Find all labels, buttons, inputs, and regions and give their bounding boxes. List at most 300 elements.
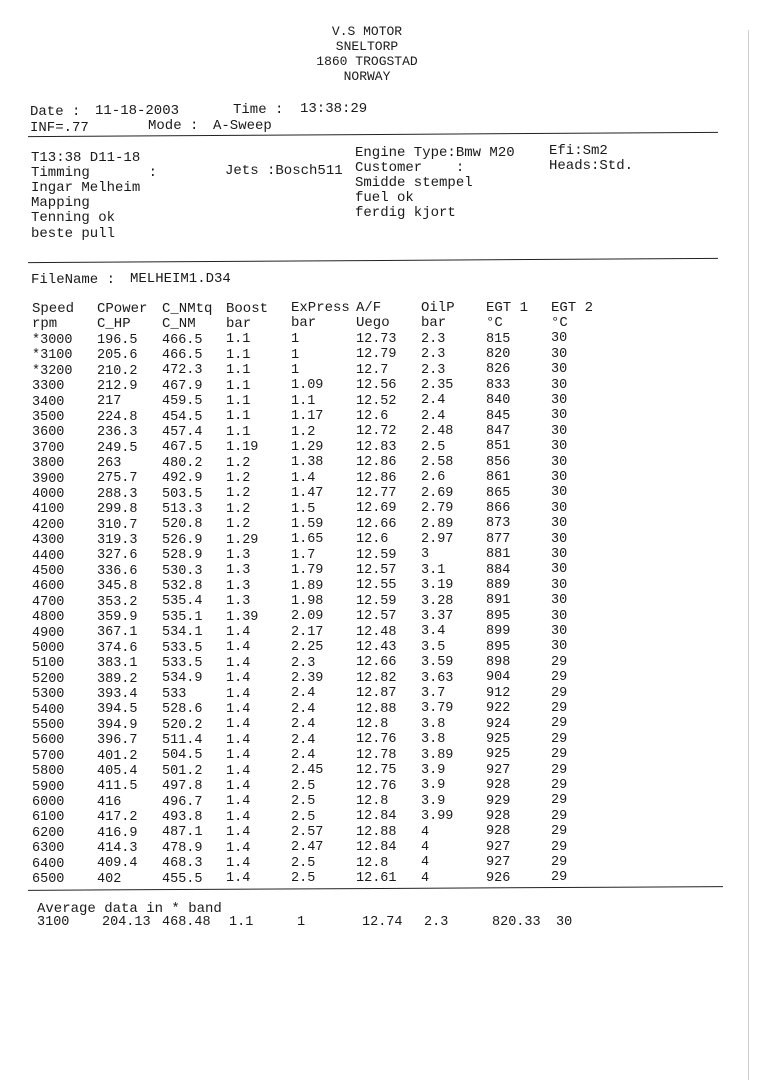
cell-af: 12.57 <box>356 609 397 625</box>
cell-c-nmtq: 496.7 <box>162 794 203 810</box>
cell-boost: 1.4 <box>226 779 251 794</box>
cell-c-nmtq: 535.1 <box>162 609 203 625</box>
cell-boost: 1.1 <box>226 363 251 379</box>
cell-oilp: 2.35 <box>421 378 454 393</box>
cell-express: 2.5 <box>291 855 316 871</box>
cell-express: 1.59 <box>291 517 324 532</box>
cell-egt2: 30 <box>551 593 568 609</box>
cell-cpower: 416 <box>97 794 122 810</box>
cell-egt2: 29 <box>551 855 568 870</box>
divider-rule <box>28 132 718 137</box>
cell-cpower: 210.2 <box>97 363 138 379</box>
cell-egt2: 30 <box>551 608 568 624</box>
cell-express: 1.5 <box>291 501 316 517</box>
cell-boost: 1.1 <box>226 347 251 363</box>
cell-express: 2.45 <box>291 763 324 779</box>
cell-cpower: 394.5 <box>97 702 138 718</box>
cell-c-nmtq: 466.5 <box>162 348 203 363</box>
date-value: 11-18-2003 <box>95 103 180 119</box>
cell-egt1: 925 <box>486 747 511 763</box>
cell-cpower: 416.9 <box>97 825 138 841</box>
cell-express: 2.09 <box>291 609 324 625</box>
cell-egt1: 881 <box>486 547 511 563</box>
cell-speed: 3900 <box>32 471 65 487</box>
cell-c-nmtq: 534.9 <box>162 671 203 687</box>
cell-boost: 1.4 <box>226 840 251 856</box>
time-label: Time : <box>233 102 284 118</box>
cell-boost: 1.4 <box>226 732 251 748</box>
cell-express: 2.5 <box>291 871 316 887</box>
cell-egt1: 833 <box>486 377 511 393</box>
cell-egt2: 29 <box>551 839 568 855</box>
cell-boost: 1.29 <box>226 532 259 548</box>
cell-speed: 5800 <box>32 764 65 780</box>
cell-cpower: 319.3 <box>97 533 138 548</box>
cell-af: 12.82 <box>356 670 397 686</box>
cell-egt1: 877 <box>486 531 511 547</box>
cell-c-nmtq: 530.3 <box>162 563 203 579</box>
cell-speed: 6300 <box>32 841 65 857</box>
cell-cpower: 411.5 <box>97 779 138 795</box>
cell-speed: *3200 <box>32 363 73 379</box>
cell-egt2: 29 <box>551 808 568 824</box>
cell-c-nmtq: 533.5 <box>162 656 203 671</box>
cell-oilp: 3.9 <box>421 763 446 778</box>
cell-boost: 1.3 <box>226 563 251 579</box>
note-2: fuel ok <box>355 190 414 206</box>
cell-af: 12.84 <box>356 809 397 825</box>
cell-egt1: 904 <box>486 670 511 686</box>
cell-c-nmtq: 526.9 <box>162 532 203 548</box>
cell-express: 1 <box>291 363 300 378</box>
cell-speed: 3400 <box>32 394 65 410</box>
cell-cpower: 327.6 <box>97 548 138 564</box>
header-egt2-unit: °C <box>551 314 568 331</box>
cell-af: 12.6 <box>356 532 389 548</box>
cell-oilp: 2.79 <box>421 501 454 517</box>
average-egt2: 30 <box>556 915 573 930</box>
cell-express: 1.79 <box>291 563 324 579</box>
average-label: Average data in * band <box>37 901 222 917</box>
cell-c-nmtq: 468.3 <box>162 856 203 872</box>
divider-rule <box>28 258 718 263</box>
company-name: V.S MOTOR <box>331 24 403 39</box>
heads-value: Heads:Std. <box>549 158 634 174</box>
cell-boost: 1.4 <box>226 717 251 733</box>
cell-egt2: 30 <box>551 470 568 485</box>
cell-oilp: 2.89 <box>421 516 454 532</box>
cell-cpower: 374.6 <box>97 640 138 656</box>
cell-c-nmtq: 487.1 <box>162 825 203 841</box>
cell-speed: 6200 <box>32 825 65 841</box>
header-oilp: OilP <box>421 300 455 317</box>
info-line-5: Tenning ok <box>31 210 116 226</box>
cell-cpower: 396.7 <box>97 733 138 749</box>
cell-c-nmtq: 493.8 <box>162 810 203 825</box>
cell-express: 2.57 <box>291 825 324 840</box>
cell-speed: 4800 <box>32 610 65 626</box>
cell-oilp: 4 <box>421 840 430 855</box>
cell-af: 12.66 <box>356 655 397 671</box>
cell-c-nmtq: 467.9 <box>162 378 203 394</box>
cell-egt1: 898 <box>486 655 511 670</box>
cell-egt1: 873 <box>486 516 511 532</box>
cell-egt2: 30 <box>551 408 568 424</box>
cell-af: 12.72 <box>356 424 397 440</box>
engine-type: Engine Type:Bmw M20 <box>355 145 515 161</box>
header-egt1: EGT 1 <box>486 299 529 316</box>
header-af: A/F <box>356 300 382 317</box>
cell-express: 1.1 <box>291 393 316 409</box>
cell-c-nmtq: 467.5 <box>162 440 203 456</box>
cell-egt1: 912 <box>486 685 511 701</box>
cell-oilp: 3.19 <box>421 578 454 594</box>
cell-express: 2.4 <box>291 686 316 702</box>
cell-express: 1.17 <box>291 409 324 425</box>
cell-egt1: 927 <box>486 855 511 871</box>
cell-boost: 1.4 <box>226 686 251 702</box>
cell-af: 12.55 <box>356 578 397 594</box>
cell-cpower: 249.5 <box>97 440 138 456</box>
cell-cpower: 417.2 <box>97 810 138 826</box>
cell-oilp: 3.63 <box>421 670 454 686</box>
cell-oilp: 3.9 <box>421 793 446 809</box>
cell-egt1: 899 <box>486 624 511 640</box>
cell-express: 2.4 <box>291 701 316 717</box>
cell-boost: 1.1 <box>226 424 251 440</box>
cell-boost: 1.1 <box>226 332 251 348</box>
cell-cpower: 288.3 <box>97 486 138 502</box>
cell-speed: 3700 <box>32 440 65 456</box>
cell-af: 12.59 <box>356 593 397 609</box>
cell-af: 12.73 <box>356 332 397 347</box>
cell-express: 1.89 <box>291 578 324 594</box>
cell-cpower: 336.6 <box>97 563 138 579</box>
cell-egt1: 925 <box>486 732 511 747</box>
header-c-nmtq: C_NMtq <box>162 300 213 317</box>
cell-boost: 1.3 <box>226 578 251 594</box>
cell-oilp: 3.8 <box>421 732 446 748</box>
cell-oilp: 3.7 <box>421 686 446 701</box>
cell-oilp: 4 <box>421 855 430 871</box>
cell-egt2: 29 <box>551 762 568 778</box>
cell-express: 2.17 <box>291 624 324 640</box>
cell-oilp: 4 <box>421 824 430 840</box>
cell-speed: 4300 <box>32 533 65 549</box>
cell-af: 12.7 <box>356 362 389 378</box>
cell-oilp: 3.99 <box>421 809 454 825</box>
cell-boost: 1.2 <box>226 501 251 517</box>
cell-speed: 4700 <box>32 594 65 610</box>
cell-speed: 6500 <box>32 872 65 887</box>
cell-af: 12.6 <box>356 409 389 424</box>
cell-boost: 1.2 <box>226 517 251 533</box>
cell-express: 2.25 <box>291 640 324 656</box>
cell-af: 12.87 <box>356 686 397 702</box>
cell-speed: 4200 <box>32 517 65 533</box>
header-express-unit: bar <box>291 315 317 332</box>
cell-boost: 1.3 <box>226 548 251 563</box>
cell-c-nmtq: 501.2 <box>162 763 203 779</box>
cell-oilp: 2.6 <box>421 470 446 486</box>
efi-value: Efi:Sm2 <box>549 143 608 159</box>
cell-express: 1 <box>291 332 300 348</box>
cell-egt2: 30 <box>551 624 568 639</box>
cell-boost: 1.1 <box>226 378 251 394</box>
header-boost: Boost <box>226 300 269 317</box>
header-boost-unit: bar <box>226 315 252 332</box>
cell-speed: 4900 <box>32 625 65 641</box>
cell-cpower: 212.9 <box>97 379 138 394</box>
cell-egt1: 820 <box>486 347 511 362</box>
cell-c-nmtq: 504.5 <box>162 748 203 764</box>
cell-cpower: 224.8 <box>97 409 138 425</box>
cell-boost: 1.1 <box>226 409 251 425</box>
cell-oilp: 3.37 <box>421 609 454 624</box>
cell-express: 2.4 <box>291 748 316 763</box>
cell-egt2: 30 <box>551 423 568 439</box>
cell-c-nmtq: 520.2 <box>162 717 203 733</box>
cell-express: 1.29 <box>291 440 324 455</box>
cell-cpower: 196.5 <box>97 332 138 348</box>
cell-af: 12.88 <box>356 824 397 840</box>
cell-af: 12.61 <box>356 871 397 886</box>
cell-cpower: 217 <box>97 394 122 410</box>
cell-c-nmtq: 459.5 <box>162 394 203 410</box>
mode-value: A-Sweep <box>213 118 272 134</box>
cell-express: 2.47 <box>291 840 324 856</box>
cell-af: 12.75 <box>356 763 397 779</box>
cell-speed: 5600 <box>32 733 65 749</box>
cell-express: 1.4 <box>291 470 316 486</box>
cell-express: 2.5 <box>291 809 316 825</box>
cell-oilp: 2.5 <box>421 439 446 455</box>
cell-egt2: 30 <box>551 454 568 470</box>
cell-express: 2.5 <box>291 778 316 794</box>
cell-c-nmtq: 513.3 <box>162 502 203 517</box>
cell-c-nmtq: 478.9 <box>162 840 203 856</box>
cell-egt1: 924 <box>486 716 511 732</box>
average-oilp: 2.3 <box>424 915 449 930</box>
cell-oilp: 2.3 <box>421 331 446 347</box>
cell-oilp: 2.3 <box>421 362 446 378</box>
cell-boost: 1.4 <box>226 655 251 671</box>
cell-oilp: 2.3 <box>421 347 446 363</box>
cell-egt2: 29 <box>551 701 568 716</box>
header-speed-unit: rpm <box>32 316 58 332</box>
cell-af: 12.48 <box>356 624 397 640</box>
cell-c-nmtq: 454.5 <box>162 409 203 425</box>
header-speed: Speed <box>32 301 75 317</box>
cell-speed: 5400 <box>32 702 65 718</box>
cell-boost: 1.2 <box>226 455 251 471</box>
cell-egt1: 884 <box>486 562 511 578</box>
cell-express: 1.7 <box>291 547 316 563</box>
cell-egt2: 30 <box>551 577 568 593</box>
cell-cpower: 263 <box>97 456 122 471</box>
cell-speed: 3300 <box>32 379 65 395</box>
cell-egt2: 30 <box>551 346 568 362</box>
filename-label: FileName : <box>31 272 116 288</box>
filename-value: MELHEIM1.D34 <box>130 271 231 287</box>
cell-c-nmtq: 533.5 <box>162 640 203 656</box>
cell-oilp: 2.4 <box>421 408 446 424</box>
cell-speed: 5500 <box>32 718 65 733</box>
average-boost: 1.1 <box>229 915 254 930</box>
cell-egt2: 30 <box>551 439 568 455</box>
cell-speed: 3800 <box>32 456 65 472</box>
cell-af: 12.8 <box>356 717 389 732</box>
cell-cpower: 359.9 <box>97 610 138 625</box>
cell-egt1: 815 <box>486 331 511 347</box>
cell-egt2: 29 <box>551 731 568 747</box>
mode-label: Mode : <box>148 118 199 134</box>
cell-boost: 1.4 <box>226 640 251 656</box>
cell-egt1: 861 <box>486 470 511 486</box>
cell-boost: 1.1 <box>226 394 251 409</box>
cell-egt2: 29 <box>551 685 568 701</box>
cell-af: 12.69 <box>356 501 397 517</box>
cell-oilp: 3.1 <box>421 562 446 578</box>
cell-cpower: 367.1 <box>97 625 138 641</box>
cell-egt1: 866 <box>486 501 511 516</box>
cell-boost: 1.2 <box>226 471 251 486</box>
cell-egt2: 29 <box>551 870 568 886</box>
cell-c-nmtq: 534.1 <box>162 625 203 641</box>
cell-egt2: 30 <box>551 377 568 393</box>
cell-speed: 4500 <box>32 564 65 579</box>
cell-speed: 5700 <box>32 748 65 764</box>
cell-egt1: 929 <box>486 793 511 809</box>
cell-c-nmtq: 455.5 <box>162 871 203 887</box>
cell-egt2: 30 <box>551 500 568 516</box>
cell-oilp: 3.9 <box>421 778 446 794</box>
cell-egt1: 928 <box>486 809 511 824</box>
cell-egt1: 895 <box>486 608 511 624</box>
cell-egt2: 30 <box>551 531 568 547</box>
cell-egt2: 29 <box>551 670 568 686</box>
cell-speed: *3100 <box>32 348 73 364</box>
cell-af: 12.84 <box>356 840 397 856</box>
cell-speed: 5000 <box>32 641 65 656</box>
cell-egt2: 30 <box>551 362 568 378</box>
cell-cpower: 401.2 <box>97 748 138 764</box>
cell-cpower: 383.1 <box>97 656 138 672</box>
cell-c-nmtq: 492.9 <box>162 471 203 487</box>
cell-speed: *3000 <box>32 333 73 348</box>
cell-speed: 6000 <box>32 795 65 810</box>
cell-boost: 1.4 <box>226 794 251 810</box>
cell-c-nmtq: 497.8 <box>162 779 203 795</box>
cell-egt2: 30 <box>551 485 568 501</box>
cell-egt2: 29 <box>551 793 568 809</box>
cell-boost: 1.4 <box>226 748 251 764</box>
info-line-4: Mapping <box>31 195 90 211</box>
cell-af: 12.66 <box>356 516 397 532</box>
info-line-2: Timming : <box>31 165 158 181</box>
cell-af: 12.56 <box>356 378 397 394</box>
cell-oilp: 3.28 <box>421 593 454 609</box>
cell-speed: 6100 <box>32 810 65 826</box>
average-c-nmtq: 468.48 <box>162 915 211 930</box>
cell-c-nmtq: 528.6 <box>162 702 203 718</box>
cell-express: 1.65 <box>291 532 324 548</box>
header-c-nmtq-unit: C_NM <box>162 315 196 332</box>
cell-c-nmtq: 535.4 <box>162 594 203 610</box>
cell-egt1: 928 <box>486 824 511 840</box>
cell-egt1: 927 <box>486 839 511 855</box>
cell-boost: 1.39 <box>226 609 259 625</box>
cell-af: 12.83 <box>356 439 397 455</box>
cell-cpower: 299.8 <box>97 502 138 518</box>
cell-cpower: 393.4 <box>97 687 138 702</box>
cell-oilp: 3.4 <box>421 624 446 640</box>
paper-edge-shadow <box>748 30 749 1080</box>
cell-oilp: 4 <box>421 870 430 886</box>
cell-egt1: 840 <box>486 393 511 409</box>
jets-value: Jets :Bosch511 <box>225 163 343 179</box>
cell-egt1: 928 <box>486 778 511 794</box>
header-cpower: CPower <box>97 300 148 317</box>
cell-oilp: 3.8 <box>421 716 446 732</box>
header-egt2: EGT 2 <box>551 299 594 316</box>
cell-af: 12.8 <box>356 794 389 809</box>
average-express: 1 <box>297 915 306 930</box>
cell-egt1: 865 <box>486 485 511 501</box>
header-cpower-unit: C_HP <box>97 315 131 332</box>
cell-egt1: 922 <box>486 701 511 717</box>
cell-express: 2.39 <box>291 671 324 686</box>
cell-egt1: 889 <box>486 578 511 593</box>
cell-speed: 4600 <box>32 579 65 595</box>
cell-egt2: 30 <box>551 639 568 655</box>
cell-boost: 1.4 <box>226 856 251 871</box>
cell-oilp: 2.97 <box>421 532 454 547</box>
cell-egt1: 891 <box>486 593 511 609</box>
cell-egt1: 927 <box>486 762 511 778</box>
company-city: 1860 TROGSTAD <box>316 54 418 69</box>
header-express: ExPress <box>291 300 350 317</box>
cell-c-nmtq: 480.2 <box>162 455 203 471</box>
cell-express: 2.3 <box>291 655 316 671</box>
company-street: SNELTORP <box>335 39 399 54</box>
cell-egt2: 30 <box>551 393 568 408</box>
cell-express: 2.4 <box>291 732 316 748</box>
cell-c-nmtq: 520.8 <box>162 517 203 533</box>
cell-egt1: 851 <box>486 439 511 455</box>
cell-af: 12.8 <box>356 855 389 871</box>
cell-boost: 1.4 <box>226 671 251 687</box>
cell-boost: 1.4 <box>226 809 251 825</box>
cell-egt1: 856 <box>486 454 511 470</box>
company-country: NORWAY <box>343 69 391 84</box>
cell-af: 12.43 <box>356 640 397 655</box>
cell-egt1: 847 <box>486 424 511 439</box>
cell-speed: 4100 <box>32 502 65 518</box>
cell-oilp: 3.89 <box>421 747 454 763</box>
cell-oilp: 2.58 <box>421 455 454 470</box>
cell-c-nmtq: 528.9 <box>162 548 203 564</box>
customer-label: Customer : <box>355 160 465 176</box>
cell-oilp: 2.69 <box>421 485 454 501</box>
cell-express: 1.2 <box>291 424 316 440</box>
cell-speed: 4000 <box>32 487 65 502</box>
info-line-3: Ingar Melheim <box>31 180 141 196</box>
cell-egt2: 29 <box>551 824 568 840</box>
cell-speed: 5300 <box>32 687 65 703</box>
cell-oilp: 2.48 <box>421 424 454 440</box>
cell-af: 12.88 <box>356 701 397 717</box>
